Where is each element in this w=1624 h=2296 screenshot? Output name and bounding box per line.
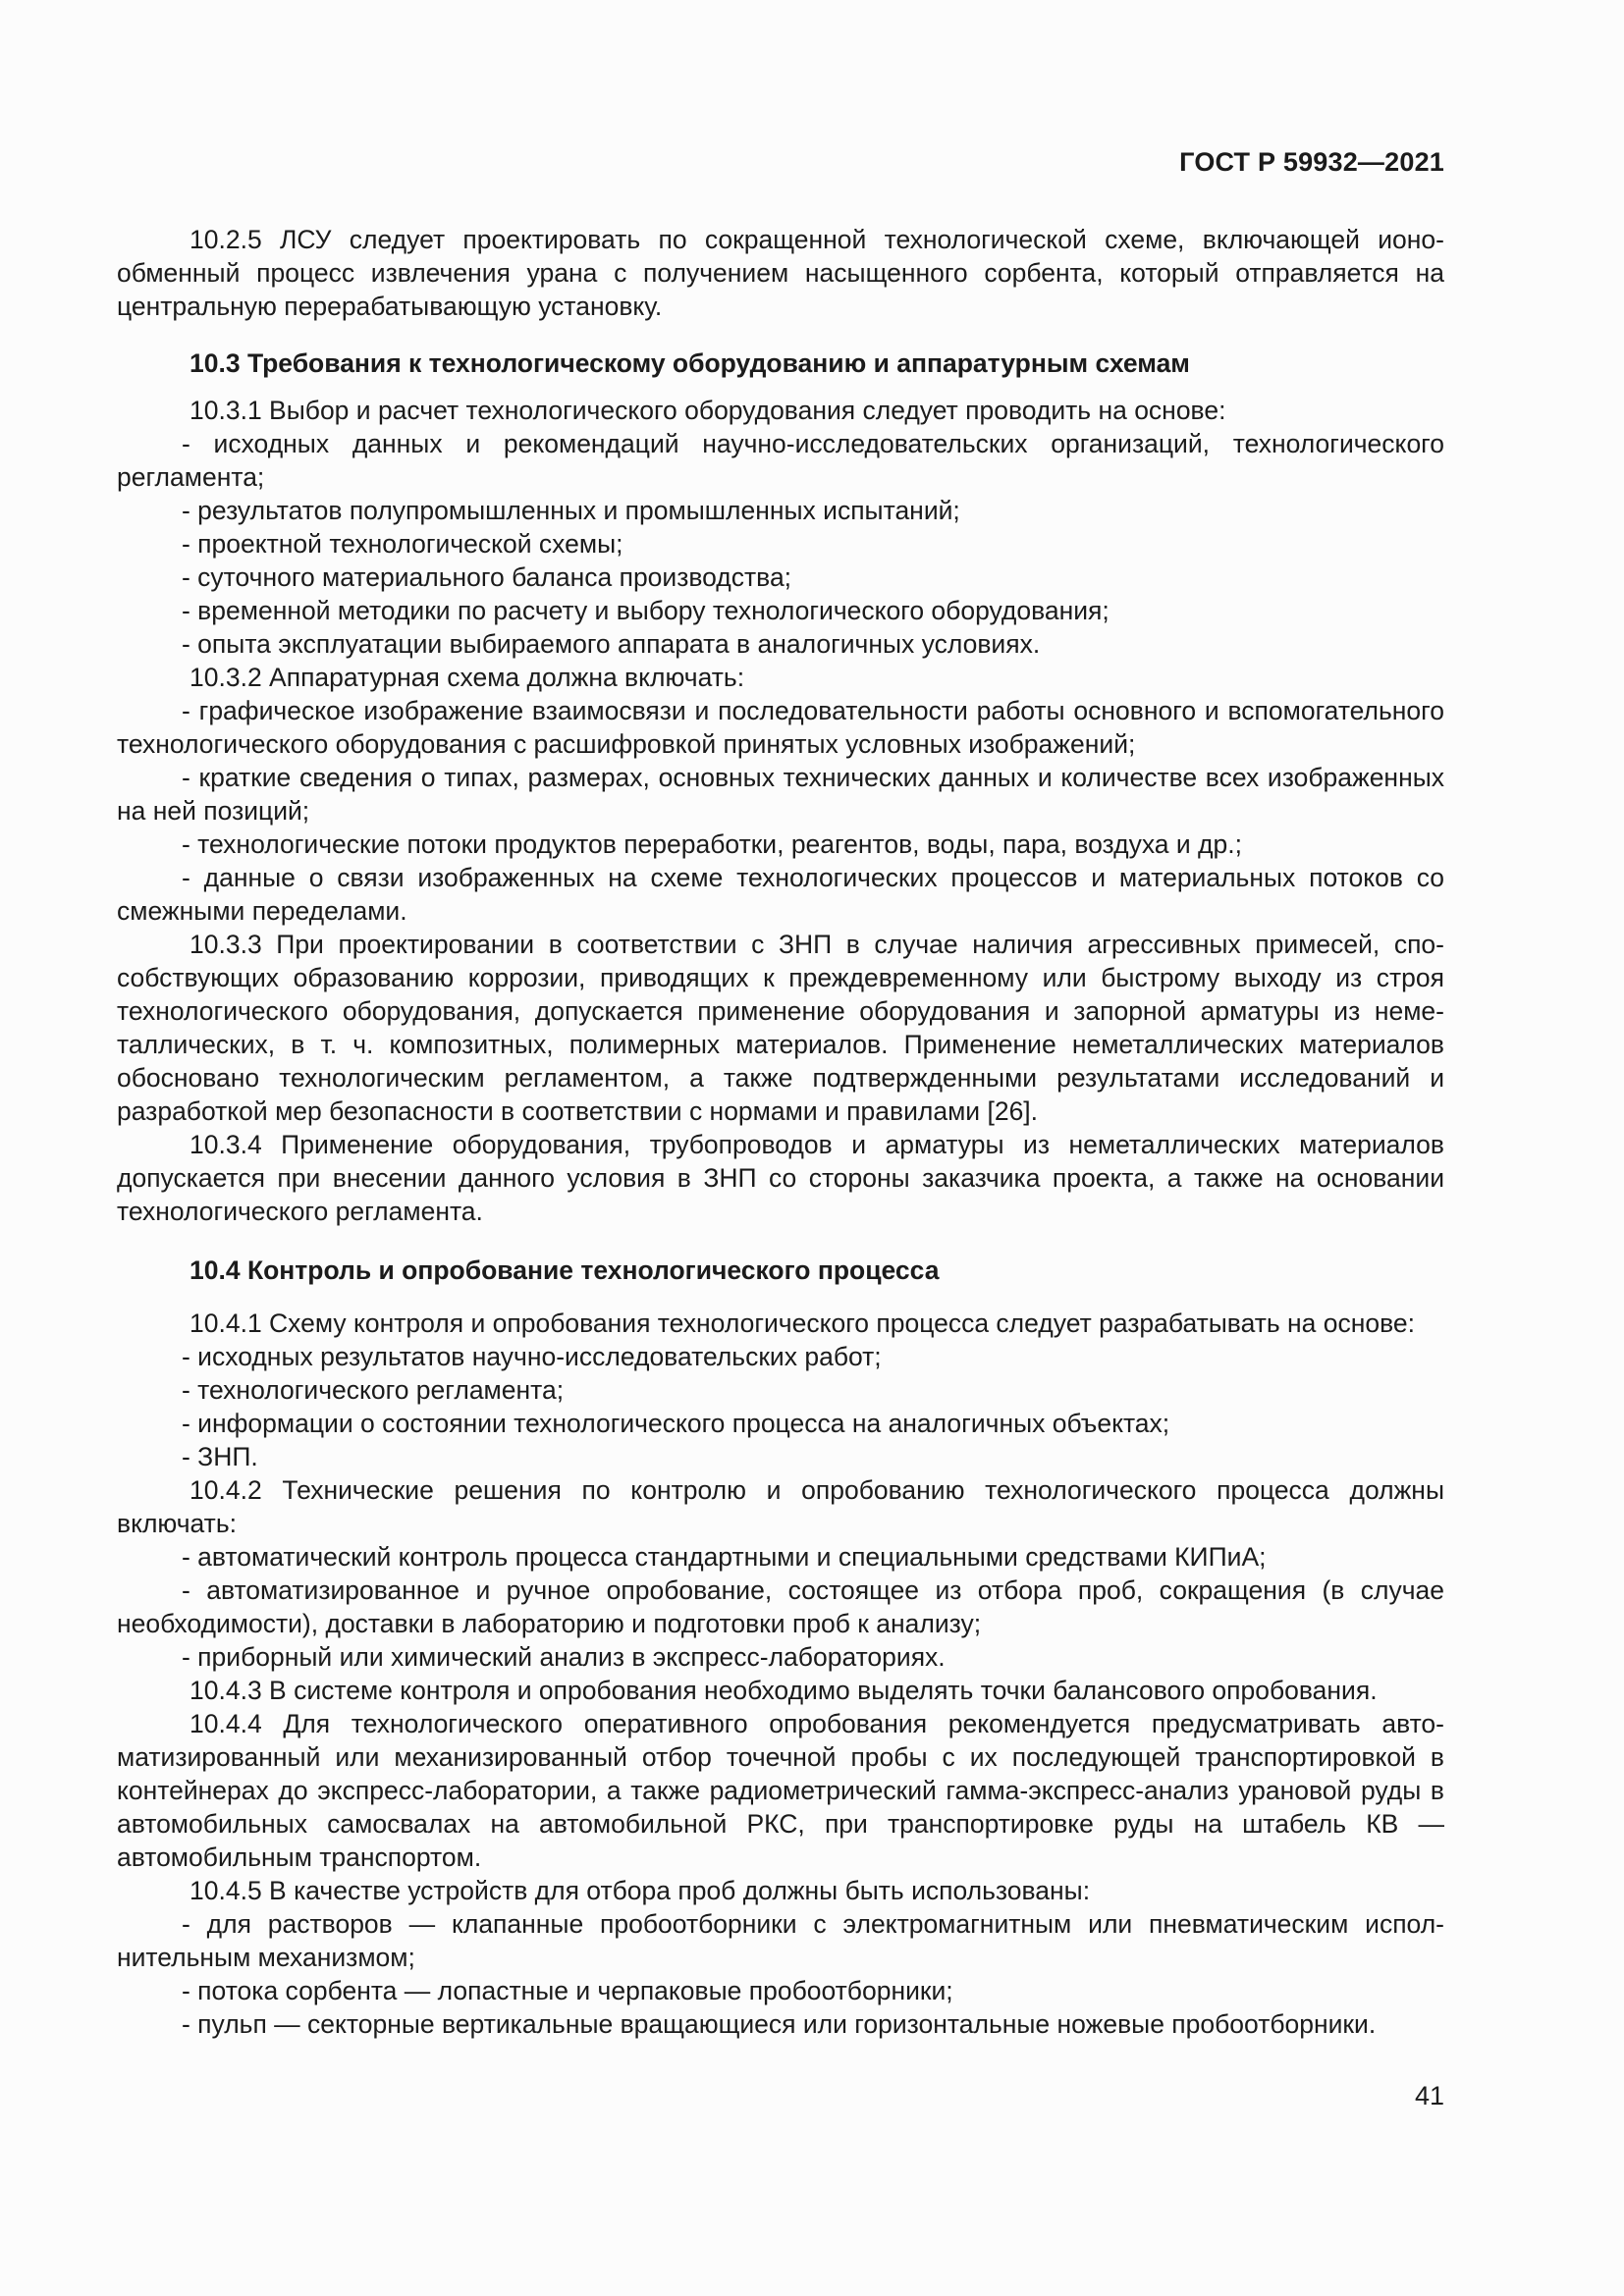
list-item: - для растворов — клапанные пробоотборники с электромагнитным или пневматическим исполнительным механизмом; [117, 1909, 1444, 1972]
list-item: - графическое изображение взаимосвязи и последовательности работы основного и вспомогательного технологического оборудования с расшифровкой принятых условных изображений; [117, 696, 1444, 759]
list-item: - проектной технологической схемы; [182, 529, 623, 559]
paragraph-10-3-3: 10.3.3 При проектировании в соответствии с ЗНП в случае наличия агрессивных примесей, способствующих образованию коррозии, приводящих к преждевременному или быстрому выходу из строя технологического оборудования, допускается применение оборудования и запорной арматуры из неметаллических, в т. ч. композитных, полимерных материалов. Применение неметаллических материалов обосновано технологическим регламентом, а также подтвержденными результатами исследований и разработкой мер безопасности в соответствии с нормами и правилами [26]. [117, 930, 1444, 1126]
list-item: - информации о состоянии технологического процесса на аналогичных объектах; [182, 1409, 1170, 1438]
paragraph-10-3-1: 10.3.1 Выбор и расчет технологического оборудования следует проводить на основе: [189, 396, 1226, 425]
standard-code-header: ГОСТ Р 59932—2021 [1179, 147, 1444, 177]
list-item: - автоматический контроль процесса стандартными и специальными средствами КИПиА; [182, 1542, 1267, 1572]
paragraph-10-4-5: 10.4.5 В качестве устройств для отбора проб должны быть использованы: [189, 1876, 1091, 1905]
paragraph-10-3-2: 10.3.2 Аппаратурная схема должна включать: [189, 663, 745, 692]
list-item: - результатов полупромышленных и промышленных испытаний; [182, 496, 960, 525]
paragraph-10-4-1: 10.4.1 Схему контроля и опробования технологического процесса следует разрабатывать на основе: [189, 1308, 1416, 1338]
paragraph-10-4-2: 10.4.2 Технические решения по контролю и опробованию технологического процесса должны включать: [117, 1475, 1444, 1538]
list-item: - временной методики по расчету и выбору технологического оборудования; [182, 596, 1110, 625]
paragraph-10-2-5: 10.2.5 ЛСУ следует проектировать по сокращенной технологической схеме, включающей ионообменный процесс извлечения урана с получением насыщенного сорбента, который отправляется на центральную перерабатывающую установку. [117, 225, 1444, 321]
list-item: - приборный или химический анализ в экспресс-лабораториях. [182, 1642, 946, 1672]
paragraph-10-3-4: 10.3.4 Применение оборудования, трубопроводов и арматуры из неметаллических материалов допускается при внесении данного условия в ЗНП со стороны заказчика проекта, а также на основании технологического регламента. [117, 1130, 1444, 1226]
paragraph-10-4-3: 10.4.3 В системе контроля и опробования необходимо выделять точки балансового опробования. [189, 1676, 1378, 1705]
list-item: - исходных данных и рекомендаций научно-исследовательских организаций, технологического регламента; [117, 429, 1444, 492]
list-item: - ЗНП. [182, 1442, 258, 1471]
list-item: - данные о связи изображенных на схеме технологических процессов и материальных потоков со смежными переделами. [117, 863, 1444, 926]
list-item: - потока сорбента — лопастные и черпаковые пробоотборники; [182, 1976, 953, 2005]
list-item: - пульп — секторные вертикальные вращающиеся или горизонтальные ножевые пробоотборники. [182, 2009, 1377, 2039]
list-item: - суточного материального баланса производства; [182, 562, 792, 592]
list-item: - технологические потоки продуктов переработки, реагентов, воды, пара, воздуха и др.; [182, 829, 1242, 859]
section-heading-10-3: 10.3 Требования к технологическому оборудованию и аппаратурным схемам [189, 348, 1190, 378]
section-heading-10-4: 10.4 Контроль и опробование технологического процесса [189, 1255, 940, 1285]
list-item: - технологического регламента; [182, 1375, 565, 1405]
list-item: - краткие сведения о типах, размерах, основных технических данных и количестве всех изображенных на ней позиций; [117, 763, 1444, 826]
list-item: - исходных результатов научно-исследовательских работ; [182, 1342, 882, 1371]
page-content [117, 223, 1444, 2041]
list-item: - опыта эксплуатации выбираемого аппарата в аналогичных условиях. [182, 629, 1041, 659]
page-number: 41 [1414, 2081, 1444, 2110]
list-item: - автоматизированное и ручное опробование, состоящее из отбора проб, сокращения (в случае необходимости), доставки в лабораторию и подготовки проб к анализу; [117, 1575, 1444, 1638]
paragraph-10-4-4: 10.4.4 Для технологического оперативного опробования рекомендуется предусматривать автоматизированный или механизированный отбор точечной пробы с их последующей транспортировкой в контейнерах до экспресс-лаборатории, а также радиометрический гамма-экспресс-анализ урановой руды в автомобильных самосвалах на автомобильной РКС, при транспортировке руды на штабель КВ — автомобильным транспортом. [117, 1709, 1444, 1872]
